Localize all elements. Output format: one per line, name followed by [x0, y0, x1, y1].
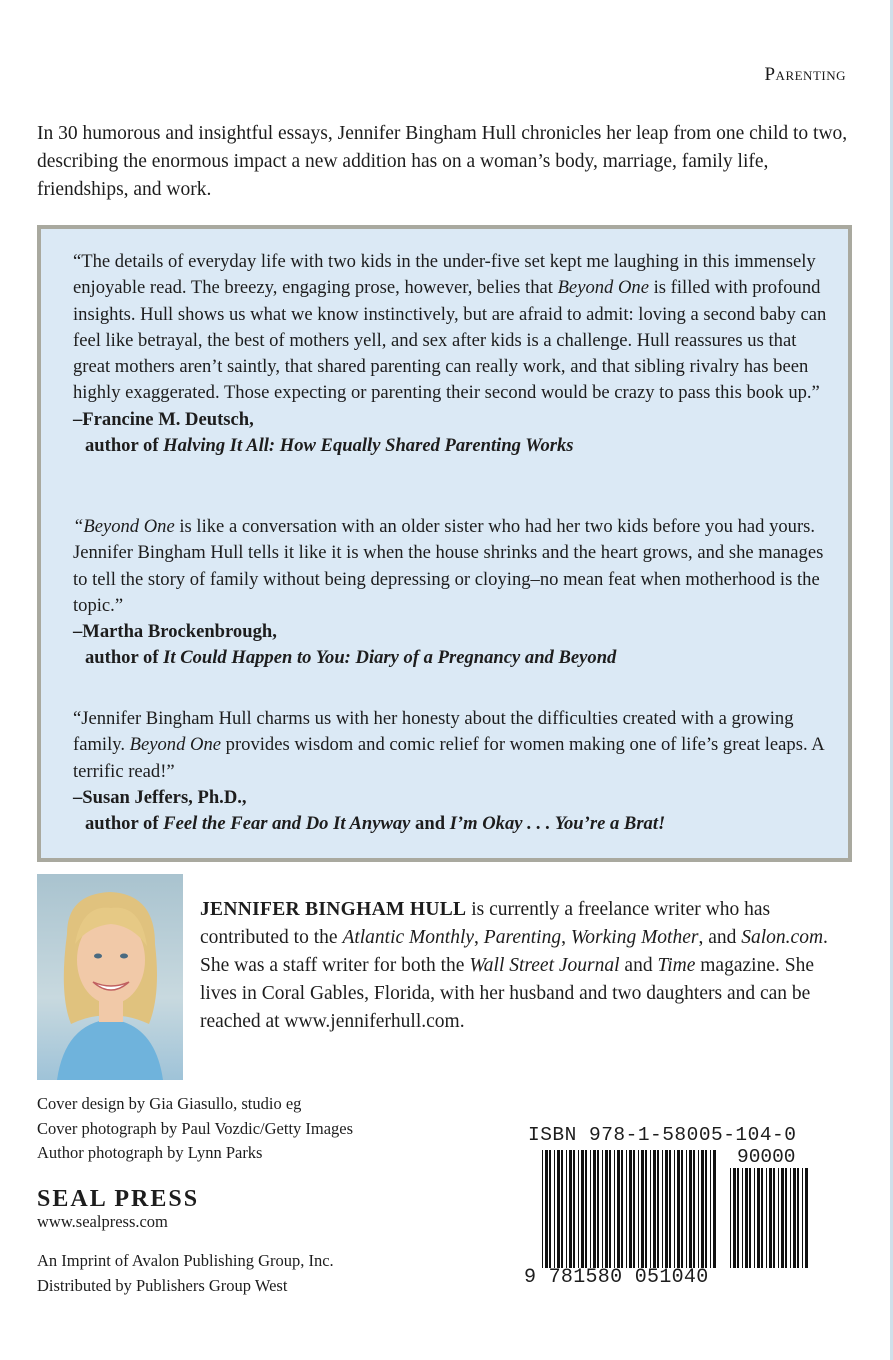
- barcode-bar: [585, 1150, 587, 1268]
- barcode-bar: [749, 1168, 751, 1268]
- barcode-bar: [773, 1168, 775, 1268]
- barcode-bar: [778, 1168, 779, 1268]
- barcode-bar: [617, 1150, 620, 1268]
- barcode-bar: [781, 1168, 784, 1268]
- barcode-bar: [790, 1168, 791, 1268]
- barcode-bar: [701, 1150, 704, 1268]
- work-prefix: author of: [85, 435, 164, 457]
- barcode-bar: [737, 1168, 739, 1268]
- barcode-bar: [730, 1168, 731, 1268]
- barcode-bar: [549, 1150, 551, 1268]
- quote-text: [73, 249, 831, 407]
- work-join: and: [410, 813, 450, 835]
- quote-attribution: [73, 407, 831, 460]
- author-bio: [200, 896, 850, 1036]
- praise-quote-2: [73, 514, 831, 672]
- barcode-bar: [802, 1168, 803, 1268]
- barcode-bar: [569, 1150, 572, 1268]
- cover-credits: [37, 1092, 353, 1166]
- bio-text: and: [619, 955, 658, 976]
- barcode-bar: [633, 1150, 635, 1268]
- quote-text-part: is like a conversation with an older sister who had her two kids before you had yours. Jennifer Bingham Hull tells it like it is when the house shrinks and the heart grows, and she manages to tell the story of family without being depressing or cloying–no mean feat when motherhood is the topic.”: [73, 516, 824, 616]
- barcode-bar: [557, 1150, 560, 1268]
- barcode-bar: [713, 1150, 716, 1268]
- barcode-bar: [581, 1150, 584, 1268]
- book-title: Beyond One: [129, 734, 222, 756]
- author-portrait-image: [37, 874, 183, 1080]
- author-photo: [37, 874, 183, 1080]
- barcode-bar: [669, 1150, 671, 1268]
- bio-text: is currently a freelance writer who has contributed to the: [200, 899, 771, 948]
- publication-name: Time: [657, 955, 696, 976]
- credit-line: Author photograph by Lynn Parks: [37, 1143, 263, 1162]
- barcode-bar: [653, 1150, 656, 1268]
- barcode-bar: [793, 1168, 796, 1268]
- praise-box: [37, 225, 852, 862]
- isbn-number: ISBN 978-1-58005-104-0: [528, 1124, 797, 1146]
- barcode-bar: [641, 1150, 644, 1268]
- quote-text-part: provides wisdom and comic relief for women making one of life’s great leaps. A terrific read!”: [73, 734, 824, 782]
- barcode-bar: [638, 1150, 639, 1268]
- barcode-bar: [769, 1168, 772, 1268]
- imprint-info: [37, 1248, 334, 1298]
- bio-text: , and: [698, 927, 742, 948]
- work-title: It Could Happen to You: Diary of a Pregnancy and Beyond: [163, 647, 617, 669]
- barcode-bar: [766, 1168, 767, 1268]
- barcode-bar: [645, 1150, 647, 1268]
- barcode-bar: [602, 1150, 603, 1268]
- barcode-bar: [662, 1150, 663, 1268]
- work-title-2: I’m Okay . . . You’re a Brat!: [449, 813, 666, 835]
- barcode-bar: [629, 1150, 632, 1268]
- publication-name: Atlantic Monthly: [342, 927, 475, 948]
- barcode-bar: [545, 1150, 548, 1268]
- praise-quote-1: [73, 249, 831, 459]
- praise-quote-3: [73, 706, 831, 837]
- credit-line: Cover design by Gia Giasullo, studio eg: [37, 1094, 302, 1113]
- bio-text: . She was a staff writer for both the: [200, 927, 828, 976]
- author-name: JENNIFER BINGHAM HULL: [200, 899, 467, 920]
- barcode-bar: [621, 1150, 623, 1268]
- price-code: 90000: [737, 1146, 796, 1168]
- work-prefix: author of: [85, 647, 164, 669]
- quote-work: [73, 811, 831, 837]
- quote-author: –Martha Brockenbrough,: [73, 621, 277, 643]
- barcode-bar: [805, 1168, 808, 1268]
- barcode-bar: [705, 1150, 707, 1268]
- work-prefix: author of: [85, 813, 164, 835]
- barcode-bar: [674, 1150, 675, 1268]
- barcode-bar: [542, 1150, 543, 1268]
- barcode-bar: [733, 1168, 736, 1268]
- barcode-bar: [742, 1168, 743, 1268]
- quote-author: –Francine M. Deutsch,: [73, 408, 254, 430]
- quote-text-part: “Jennifer Bingham Hull charms us with her honesty about the difficulties created with a growing family.: [73, 708, 794, 756]
- barcode-bar: [754, 1168, 755, 1268]
- publication-name: Salon.com: [741, 927, 824, 948]
- credit-line: Cover photograph by Paul Vozdic/Getty Images: [37, 1118, 354, 1138]
- work-title: Feel the Fear and Do It Anyway: [163, 813, 411, 835]
- quote-text: [73, 706, 831, 785]
- barcode-bar: [566, 1150, 567, 1268]
- intro-blurb: In 30 humorous and insightful essays, Jennifer Bingham Hull chronicles her leap from one child to two, describing the enormous impact a new addition has on a woman’s body, marriage, family life, friendships, and work.: [37, 123, 848, 200]
- barcode-bar: [677, 1150, 680, 1268]
- quote-work: [73, 645, 831, 671]
- ean-number: 9 781580 051040: [524, 1266, 709, 1289]
- price-barcode: [728, 1168, 812, 1268]
- category-label: Parenting: [764, 64, 846, 85]
- barcode-bar: [665, 1150, 668, 1268]
- barcode-bar: [657, 1150, 659, 1268]
- isbn-barcode: [540, 1150, 720, 1268]
- quote-attribution: [73, 785, 831, 838]
- distributor-line: Distributed by Publishers Group West: [37, 1276, 288, 1295]
- barcode-bar: [757, 1168, 760, 1268]
- barcode-bar: [626, 1150, 627, 1268]
- book-title: Beyond One: [557, 277, 649, 299]
- barcode-bar: [578, 1150, 579, 1268]
- publication-name: Wall Street Journal: [469, 955, 620, 976]
- barcode-bar: [761, 1168, 763, 1268]
- barcode-bar: [650, 1150, 651, 1268]
- barcode-bar: [609, 1150, 611, 1268]
- work-title: Halving It All: How Equally Shared Parenting Works: [163, 435, 574, 457]
- barcode-bar: [689, 1150, 692, 1268]
- quote-text-part: “The details of everyday life with two kids in the under-five set kept me laughing in this immensely enjoyable read. The breezy, engaging prose, however, belies that: [73, 251, 816, 299]
- publisher-name: SEAL PRESS: [37, 1186, 200, 1212]
- barcode-bar: [797, 1168, 799, 1268]
- publisher-url: www.sealpress.com: [37, 1212, 168, 1231]
- book-title: “Beyond One: [73, 516, 175, 537]
- barcode-bar: [614, 1150, 615, 1268]
- barcode-bar: [785, 1168, 787, 1268]
- barcode-bar: [554, 1150, 555, 1268]
- barcode-bar: [597, 1150, 599, 1268]
- bio-text: ,: [474, 927, 484, 948]
- quote-attribution: [73, 619, 831, 672]
- quote-work: [73, 433, 831, 459]
- bio-text: magazine. She lives in Coral Gables, Florida, with her husband and two daughters and can be reached at www.jenniferhull.com.: [200, 955, 814, 1032]
- quote-text-part: is filled with profound insights. Hull shows us what we know instinctively, but are afraid to admit: loving a second baby can feel like betrayal, the best of mothers yell, and sex after kids is a challenge. Hull reassures us that great mothers aren’t saintly, that shared parenting can really work, and that sibling rivalry has been highly exaggerated. Those expecting or parenting their second would be crazy to pass this book up.”: [73, 277, 827, 404]
- publication-name: Parenting: [483, 927, 562, 948]
- barcode-bar: [561, 1150, 563, 1268]
- quote-author: –Susan Jeffers, Ph.D.,: [73, 786, 247, 808]
- barcode-bar: [605, 1150, 608, 1268]
- barcode-bar: [573, 1150, 575, 1268]
- imprint-line: An Imprint of Avalon Publishing Group, Inc.: [37, 1251, 334, 1270]
- bio-text: ,: [561, 927, 571, 948]
- barcode-bar: [686, 1150, 687, 1268]
- barcode-bar: [693, 1150, 695, 1268]
- quote-text: [73, 514, 831, 619]
- barcode-bar: [590, 1150, 591, 1268]
- barcode-bar: [593, 1150, 596, 1268]
- barcode-bar: [681, 1150, 683, 1268]
- barcode-bar: [710, 1150, 711, 1268]
- barcode-bar: [745, 1168, 748, 1268]
- publication-name: Working Mother: [570, 927, 699, 948]
- barcode-bar: [698, 1150, 699, 1268]
